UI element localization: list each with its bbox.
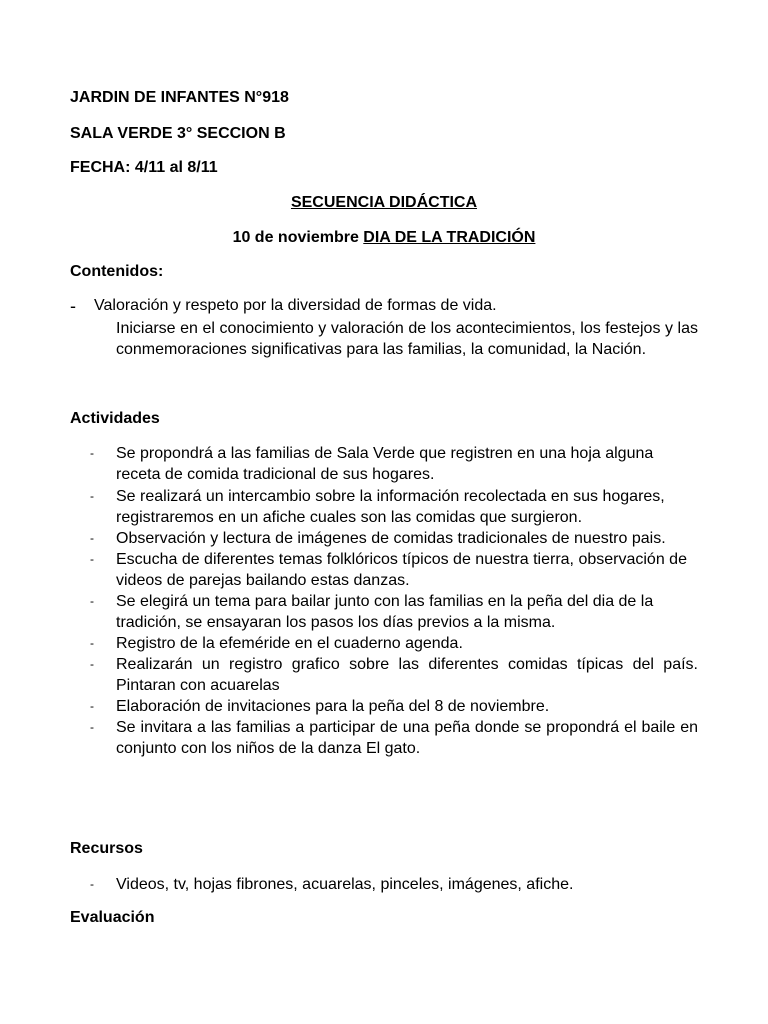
list-item — [0, 633, 698, 654]
list-item — [0, 717, 698, 759]
activity-text: Se elegirá un tema para bailar junto con las familias en la peña del dia de la tradición, se ensayaran los pasos los días previos a la misma. — [116, 593, 654, 631]
activity-text: Se propondrá a las familias de Sala Verde que registren en una hoja alguna receta de comida tradicional de sus hogares. — [116, 445, 654, 483]
list-item — [0, 443, 698, 485]
activity-text: Observación y lectura de imágenes de comidas tradicionales de nuestro pais. — [116, 530, 666, 547]
subtitle-date: 10 de noviembre — [232, 229, 364, 246]
list-bullet: - — [90, 720, 94, 734]
actividades-heading: Actividades — [70, 410, 160, 427]
document-title — [0, 193, 768, 213]
activity-text: Realizarán un registro grafico sobre las diferentes comidas típicas del país. Pintaran con acuarelas — [116, 656, 698, 694]
list-bullet: - — [90, 446, 94, 460]
list-bullet: - — [90, 699, 94, 713]
list-bullet: - — [90, 552, 94, 566]
date-range: FECHA: 4/11 al 8/11 — [70, 159, 218, 176]
recursos-item: Videos, tv, hojas fibrones, acuarelas, pinceles, imágenes, afiche. — [116, 876, 574, 893]
contenidos-dash: - — [70, 296, 76, 316]
contenidos-item-2: Iniciarse en el conocimiento y valoración de los acontecimientos, los festejos y las conmemoraciones significativas para las familias, la comunidad, la Nación. — [116, 320, 698, 358]
contenidos-item-1: Valoración y respeto por la diversidad de formas de vida. — [94, 297, 497, 314]
document-subtitle — [0, 228, 768, 248]
recursos-bullet: - — [90, 877, 94, 891]
list-item — [0, 654, 698, 696]
activity-text: Elaboración de invitaciones para la peña del 8 de noviembre. — [116, 698, 550, 715]
recursos-heading: Recursos — [70, 840, 143, 857]
class-section: SALA VERDE 3° SECCION B — [70, 125, 286, 142]
list-bullet: - — [90, 636, 94, 650]
list-item — [0, 549, 698, 591]
list-bullet: - — [90, 531, 94, 545]
list-item — [0, 696, 698, 717]
activity-text: Registro de la efeméride en el cuaderno agenda. — [116, 635, 463, 652]
subtitle-event: DIA DE LA TRADICIÓN — [363, 229, 536, 246]
activity-text: Escucha de diferentes temas folklóricos típicos de nuestra tierra, observación de videos de parejas bailando estas danzas. — [116, 551, 687, 589]
actividades-list — [0, 443, 768, 759]
activity-text: Se invitara a las familias a participar de una peña donde se propondrá el baile en conjunto con los niños de la danza El gato. — [116, 719, 698, 757]
contenidos-heading: Contenidos: — [70, 263, 164, 280]
list-bullet: - — [90, 489, 94, 503]
list-bullet: - — [90, 594, 94, 608]
list-item — [0, 591, 698, 633]
school-name: JARDIN DE INFANTES N°918 — [70, 89, 289, 106]
activity-text: Se realizará un intercambio sobre la información recolectada en sus hogares, registraremos en un afiche cuales son las comidas que surgieron. — [116, 488, 665, 526]
evaluacion-heading: Evaluación — [70, 909, 155, 926]
list-item — [0, 528, 698, 549]
list-bullet: - — [90, 657, 94, 671]
document-title-text: SECUENCIA DIDÁCTICA — [290, 194, 478, 211]
list-item — [0, 486, 698, 528]
